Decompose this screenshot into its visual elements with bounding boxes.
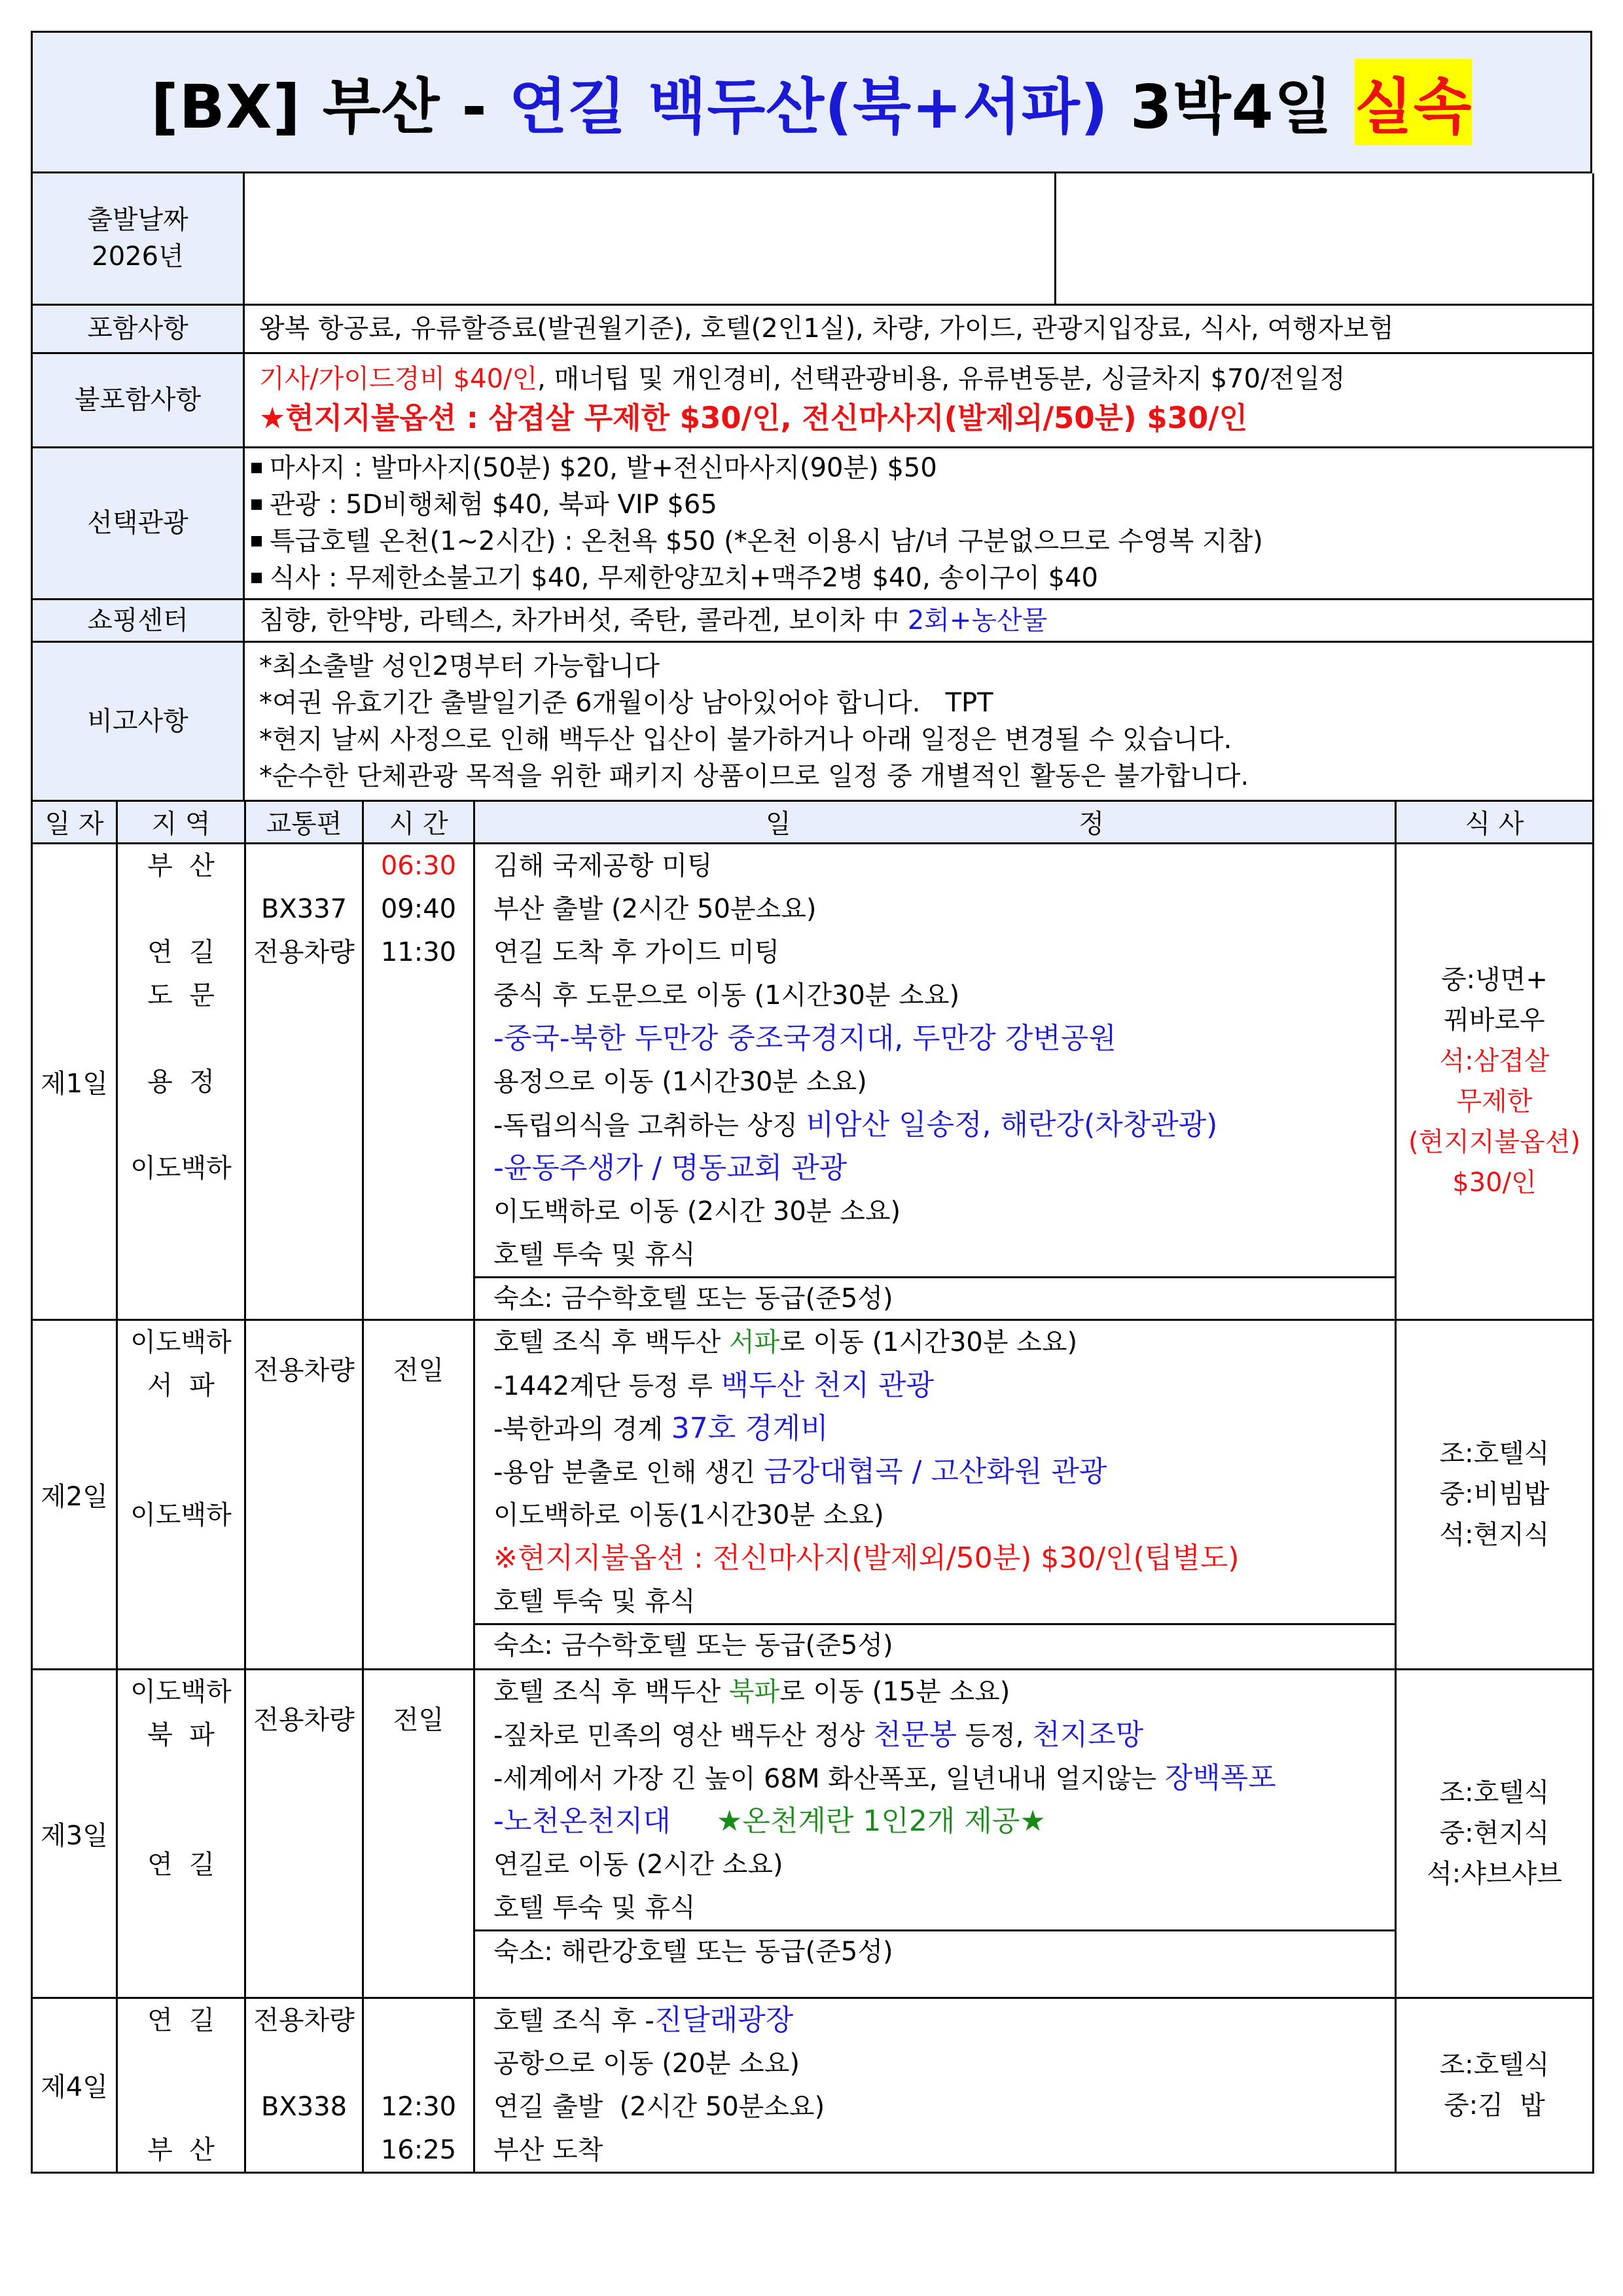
remarks-list [244,641,1594,800]
hotel-info: 숙소: 금수학호텔 또는 동급(준5성) [475,1276,1397,1319]
remarks-row [32,641,1594,800]
schedule-table [31,802,1594,2174]
header-time: 시 간 [363,802,474,844]
header-transport: 교통편 [245,802,363,844]
optional-item: 관광 : 5D비행체험 $40, 북파 VIP $65 [245,486,1592,523]
excluded-text: , 매너팁 및 개인경비, 선택관광비용, 유류변동분, 싱글차지 $70/전일정 [537,364,1346,394]
optional-row [32,447,1594,599]
remarks-label: 비고사항 [32,641,244,800]
title-duration: 3박4일 [1108,72,1355,142]
excluded-label: 불포함사항 [32,353,244,447]
day-row-4 [32,1998,1594,2172]
departure-label: 출발날짜 2026년 [32,173,244,304]
remark-item: *현지 날씨 사정으로 인해 백두산 입산이 불가하거나 아래 일정은 변경될 수 있습니다. [259,724,1232,755]
remark-item: *순수한 단체관광 목적을 위한 패키지 상품이므로 일정 중 개별적인 활동은 불가합니다. [259,761,1249,791]
region-cell: 부 산 연 길 도 문 용 정 이도백하 [117,843,245,1319]
shopping-count: 2회+농산물 [907,605,1048,636]
schedule-header [32,802,1594,844]
region-cell: 이도백하 서 파 이도백하 [117,1319,245,1669]
header-meal: 식 사 [1396,802,1594,844]
local-payment-option: ★현지지불옵션 : 삼겹살 무제한 $30/인, 전신마사지(발제외/50분) $30/인 [259,401,1248,435]
meal-cell: 조:호텔식 중:현지식 석:샤브샤브 [1396,1669,1594,1998]
shopping-label: 쇼핑센터 [32,599,244,641]
guide-fee: 기사/가이드경비 $40/인 [259,364,538,394]
optional-label: 선택관광 [32,447,244,599]
day-row-1 [32,843,1594,1319]
day-label: 제1일 [32,843,117,1319]
time-cell: 12:30 16:25 [363,1998,474,2172]
transport-cell: 전용차량 BX338 [245,1998,363,2172]
optional-item: 마사지 : 발마사지(50분) $20, 발+전신마사지(90분) $50 [245,450,1592,486]
optional-item: 특급호텔 온천(1~2시간) : 온천욕 $50 (*온천 이용시 남/녀 구분없으므로 수영복 지참) [245,523,1592,560]
day-label: 제4일 [32,1998,117,2172]
time-cell: 전일 [363,1319,474,1669]
departure-date-field-2 [1056,173,1594,304]
optional-item: 식사 : 무제한소불고기 $40, 무제한양꼬치+맥주2병 $40, 송이구이 $40 [245,560,1592,596]
included-text: 왕복 항공료, 유류할증료(발권월기준), 호텔(2인1실), 차량, 가이드, 관광지입장료, 식사, 여행자보험 [244,304,1594,353]
region-cell: 연 길 부 산 [117,1998,245,2172]
shopping-text: 침향, 한약방, 라텍스, 차가버섯, 죽탄, 콜라겐, 보이차 中 2회+농산물 [244,599,1594,641]
excluded-row [32,353,1594,447]
header-itinerary: 일 정 [474,802,1396,844]
info-table [31,173,1594,802]
hotel-info: 숙소: 금수학호텔 또는 동급(준5성) [475,1623,1397,1666]
departure-date-field [244,173,1056,304]
time-cell: 전일 [363,1669,474,1998]
itinerary-cell: 호텔 조식 후 백두산 북파로 이동 (15분 소요) -짚차로 민족의 영산 백두산 정상 천문봉 등정, 천지조망 -세계에서 가장 긴 높이 68M 화산폭포, 일년내내 얼지않는 장백폭포 -노천온천지대 ★온천계란 1인2개 제공★ 연길로 이동 (2시간 소요) 호텔 투숙 및 휴식 숙소: 해란강호텔 또는 동급(준5성) [474,1669,1396,1998]
transport-cell: BX337 전용차량 [245,843,363,1319]
meal-cell: 조:호텔식 중:김 밥 [1396,1998,1594,2172]
day-row-3 [32,1669,1594,1998]
day-row-2 [32,1319,1594,1669]
itinerary-cell: 호텔 조식 후 -진달래광장 공항으로 이동 (20분 소요) 연길 출발 (2시간 50분소요) 부산 도착 [474,1998,1396,2172]
hotel-info: 숙소: 해란강호텔 또는 동급(준5성) [475,1929,1397,1972]
transport-cell: 전용차량 [245,1669,363,1998]
meal-cell: 중:냉면+ 꿔바로우 석:삼겹살 무제한 (현지지불옵션) $30/인 [1396,843,1594,1319]
title-badge: 실속 [1355,59,1472,145]
shopping-row [32,599,1594,641]
remark-item: *최소출발 성인2명부터 가능합니다 [259,651,660,681]
region-cell: 이도백하 북 파 연 길 [117,1669,245,1998]
transport-cell: 전용차량 [245,1319,363,1669]
optional-list [244,447,1594,599]
title-prefix: [BX] 부산 - [151,72,509,142]
excluded-content [244,353,1594,447]
departure-row [32,173,1594,304]
meal-cell: 조:호텔식 중:비빔밥 석:현지식 [1396,1319,1594,1669]
remark-item: *여권 유효기간 출발일기준 6개월이상 남아있어야 합니다. TPT [259,687,993,718]
page-title [31,31,1592,173]
day-label: 제3일 [32,1669,117,1998]
itinerary-cell: 호텔 조식 후 백두산 서파로 이동 (1시간30분 소요) -1442계단 등정 루 백두산 천지 관광 -북한과의 경계 37호 경계비 -용암 분출로 인해 생긴 금강대협곡 / 고산화원 관광 이도백하로 이동(1시간30분 소요) ※현지지불옵션 : 전신마사지(발제외/50분) $30/인(팁별도) 호텔 투숙 및 휴식 숙소: 금수학호텔 또는 동급(준5성) [474,1319,1396,1669]
itinerary-sheet [31,31,1592,2174]
header-region: 지 역 [117,802,245,844]
title-destination: 연길 백두산(북+서파) [508,72,1109,142]
included-row [32,304,1594,353]
header-day: 일 자 [32,802,117,844]
itinerary-cell: 김해 국제공항 미팅 부산 출발 (2시간 50분소요) 연길 도착 후 가이드 미팅 중식 후 도문으로 이동 (1시간30분 소요) -중국-북한 두만강 중조국경지대, 두만강 강변공원 용정으로 이동 (1시간30분 소요) -독립의식을 고취하는 상징 비암산 일송정, 해란강(차창관광) -윤동주생가 / 명동교회 관광 이도백하로 이동 (2시간 30분 소요) 호텔 투숙 및 휴식 숙소: 금수학호텔 또는 동급(준5성) [474,843,1396,1319]
time-cell: 06:30 09:40 11:30 [363,843,474,1319]
day-label: 제2일 [32,1319,117,1669]
included-label: 포함사항 [32,304,244,353]
